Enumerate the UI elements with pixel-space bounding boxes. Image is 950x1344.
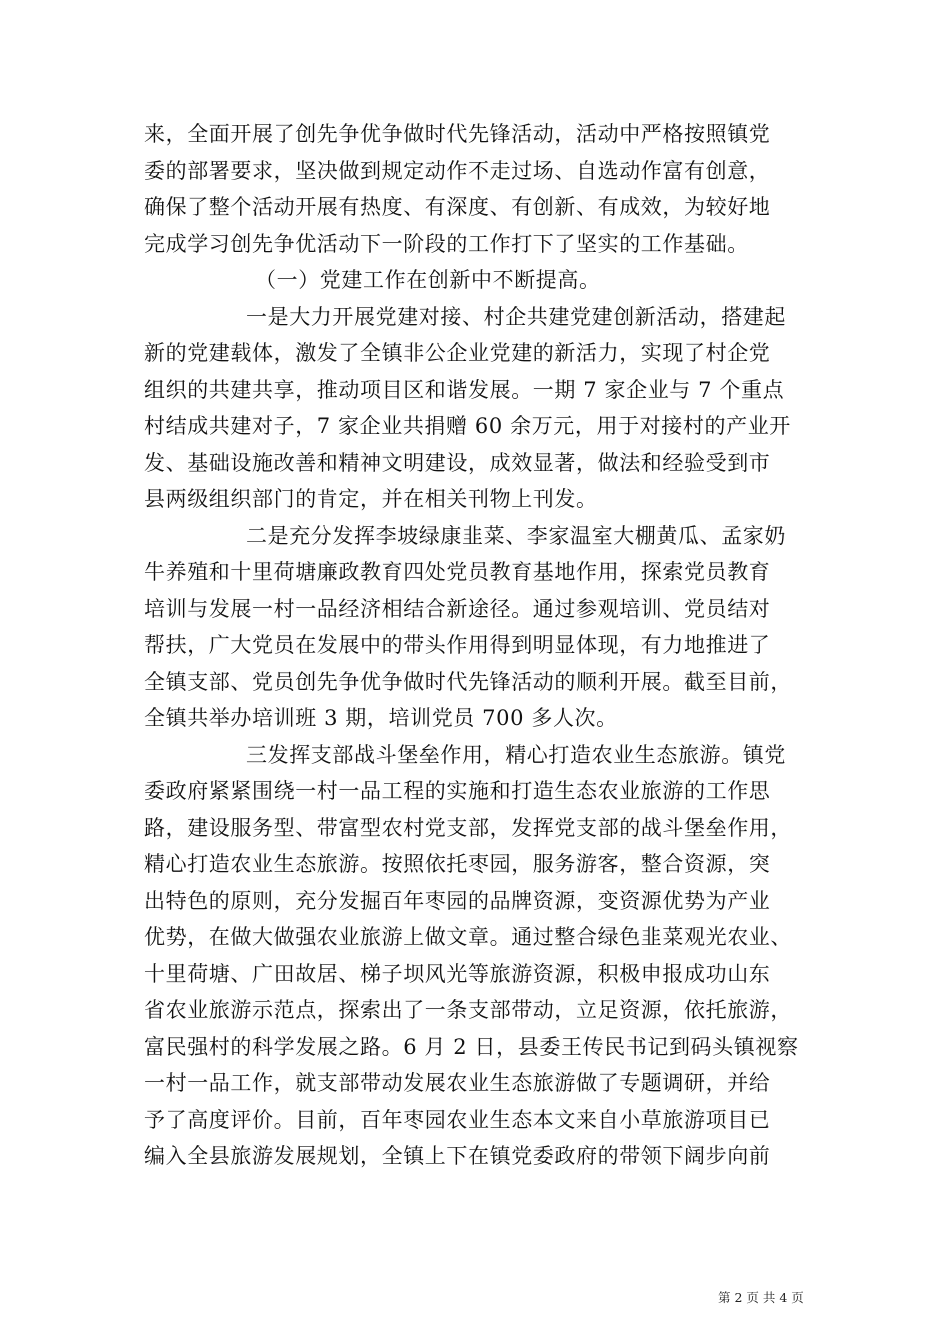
text-line: 编入全县旅游发展规划，全镇上下在镇党委政府的带领下阔步向前 bbox=[144, 1144, 771, 1168]
text-line: 路，建设服务型、带富型农村党支部，发挥党支部的战斗堡垒作用， bbox=[144, 815, 792, 840]
text-line: 县两级组织部门的肯定，并在相关刊物上刊发。 bbox=[144, 487, 598, 511]
document-body bbox=[144, 116, 810, 1175]
text-line: 发、基础设施改善和精神文明建设，成效显著，做法和经验受到市 bbox=[144, 450, 771, 475]
text-line: 一村一品工作，就支部带动发展农业生态旅游做了专题调研，并给 bbox=[144, 1071, 771, 1095]
text-line: 省农业旅游示范点，探索出了一条支部带动，立足资源，依托旅游， bbox=[144, 998, 792, 1022]
text-line: 出特色的原则，充分发掘百年枣园的品牌资源，变资源优势为产业 bbox=[144, 888, 771, 913]
text-line: 全镇共举办培训班 3 期，培训党员 700 多人次。 bbox=[144, 706, 618, 730]
text-line: 来，全面开展了创先争优争做时代先锋活动，活动中严格按照镇党 bbox=[144, 122, 771, 146]
text-line: 组织的共建共享，推动项目区和谐发展。一期 7 家企业与 7 个重点 bbox=[144, 377, 785, 402]
text-line: 确保了整个活动开展有热度、有深度、有创新、有成效，为较好地 bbox=[144, 195, 771, 219]
text-line: 帮扶，广大党员在发展中的带头作用得到明显体现，有力地推进了 bbox=[144, 633, 771, 657]
text-line: 委政府紧紧围绕一村一品工程的实施和打造生态农业旅游的工作思 bbox=[144, 779, 771, 803]
text-line: 牛养殖和十里荷塘廉政教育四处党员教育基地作用，探索党员教育 bbox=[144, 560, 771, 584]
paragraph-first-line: 二是充分发挥李坡绿康韭菜、李家温室大棚黄瓜、孟家奶 bbox=[246, 523, 786, 548]
text-line: 委的部署要求，坚决做到规定动作不走过场、自选动作富有创意， bbox=[144, 158, 771, 183]
paragraph-first-line: 一是大力开展党建对接、村企共建党建创新活动，搭建起 bbox=[246, 304, 786, 329]
text-line: 予了高度评价。目前，百年枣园农业生态本文来自小草旅游项目已 bbox=[144, 1107, 771, 1132]
text-line: 培训与发展一村一品经济相结合新途径。通过参观培训、党员结对 bbox=[144, 596, 771, 621]
text-line: 村结成共建对子，7 家企业共捐赠 60 余万元，用于对接村的产业开 bbox=[144, 414, 791, 438]
text-line: 十里荷塘、广田故居、梯子坝风光等旅游资源，积极申报成功山东 bbox=[144, 961, 771, 986]
text-line: 优势，在做大做强农业旅游上做文章。通过整合绿色韭菜观光农业、 bbox=[144, 925, 792, 949]
text-line: 完成学习创先争优活动下一阶段的工作打下了坚实的工作基础。 bbox=[144, 231, 749, 256]
section-heading: （一）党建工作在创新中不断提高。 bbox=[255, 268, 601, 292]
text-line: 精心打造农业生态旅游。按照依托枣园，服务游客，整合资源，突 bbox=[144, 852, 771, 876]
text-line: 全镇支部、党员创先争优争做时代先锋活动的顺利开展。截至目前， bbox=[144, 669, 792, 694]
paragraph-first-line: 三发挥支部战斗堡垒作用，精心打造农业生态旅游。镇党 bbox=[246, 742, 786, 767]
page-number-footer: 第 2 页 共 4 页 bbox=[718, 1290, 804, 1305]
text-line: 富民强村的科学发展之路。6 月 2 日，县委王传民书记到码头镇视察 bbox=[144, 1034, 799, 1059]
text-line: 新的党建载体，激发了全镇非公企业党建的新活力，实现了村企党 bbox=[144, 341, 771, 365]
